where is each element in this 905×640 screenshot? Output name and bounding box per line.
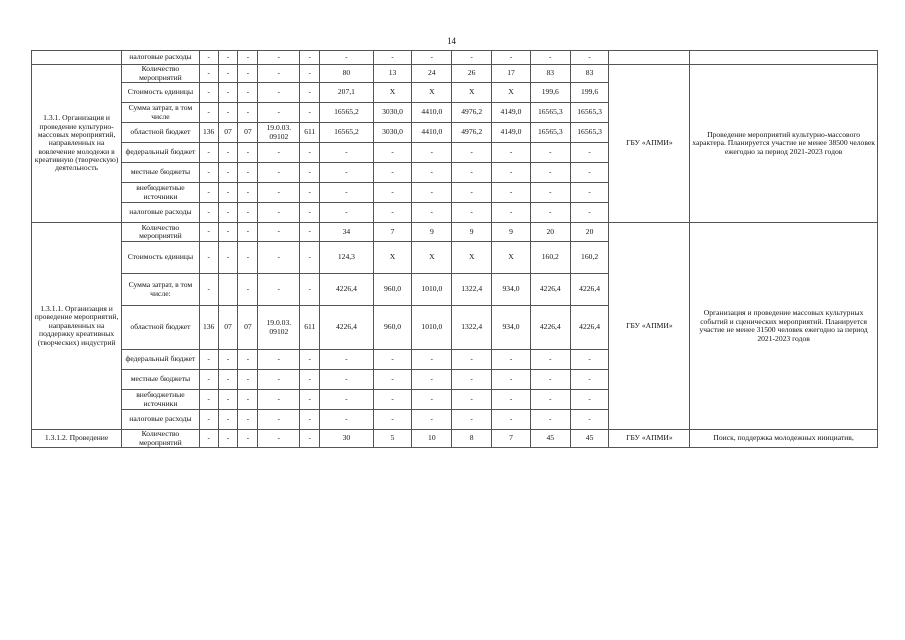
table-cell: X (373, 83, 412, 103)
table-cell: - (199, 183, 218, 203)
table-cell: 136 (199, 306, 218, 350)
table-cell: - (258, 103, 300, 123)
table-cell: 16565,3 (570, 123, 609, 143)
table-cell: - (300, 65, 320, 83)
table-cell: 16565,2 (320, 123, 373, 143)
table-cell: 34 (320, 223, 373, 242)
table-cell: - (238, 65, 258, 83)
table-cell: - (300, 51, 320, 65)
table-cell: 3030,0 (373, 123, 412, 143)
table-cell: 17 (492, 65, 531, 83)
table-cell: - (320, 183, 373, 203)
table-cell: - (530, 143, 570, 163)
table-cell: - (238, 410, 258, 430)
indicator-label: налоговые расходы (122, 203, 200, 223)
table-cell: 16565,3 (530, 123, 570, 143)
table-cell: - (199, 163, 218, 183)
table-cell: - (199, 410, 218, 430)
table-cell: - (258, 274, 300, 306)
indicator-label: Количество мероприятий (122, 223, 200, 242)
table-cell: - (530, 183, 570, 203)
expected-result: Поиск, поддержка молодежных инициатив, (690, 430, 878, 448)
table-cell: 20 (570, 223, 609, 242)
table-cell: - (199, 65, 218, 83)
table-cell: - (320, 51, 373, 65)
table-cell: - (258, 143, 300, 163)
table-cell: - (530, 350, 570, 370)
table-cell: - (412, 350, 452, 370)
table-cell: 9 (412, 223, 452, 242)
table-cell: - (530, 410, 570, 430)
table-cell: - (570, 410, 609, 430)
table-cell: 4226,4 (570, 274, 609, 306)
table-cell: 07 (238, 306, 258, 350)
program-table (31, 50, 878, 448)
table-cell: 4149,0 (492, 103, 531, 123)
table-cell: - (492, 410, 531, 430)
table-cell: - (492, 143, 531, 163)
table-cell: 1010,0 (412, 306, 452, 350)
table-cell: 934,0 (492, 306, 531, 350)
table-cell: - (238, 390, 258, 410)
table-cell: - (300, 390, 320, 410)
table-cell: - (452, 163, 492, 183)
empty-result-cell (690, 51, 878, 65)
table-cell: - (452, 143, 492, 163)
table-cell: - (199, 390, 218, 410)
executor-cell: ГБУ «АПМИ» (609, 430, 690, 448)
table-cell: - (218, 83, 238, 103)
table-cell: 5 (373, 430, 412, 448)
table-cell: 45 (570, 430, 609, 448)
table-cell: - (373, 350, 412, 370)
table-cell: - (300, 370, 320, 390)
table-cell: - (373, 183, 412, 203)
indicator-label: Количество мероприятий (122, 430, 200, 448)
table-cell: - (373, 143, 412, 163)
table-cell: X (452, 242, 492, 274)
table-cell: - (570, 143, 609, 163)
table-cell: - (570, 203, 609, 223)
table-cell: - (258, 183, 300, 203)
expected-result: Проведение мероприятий культурно-массового характера. Планируется участие не менее 38500 человек ежегодно за период 2021-2023 годов (690, 65, 878, 223)
table-cell: 4226,4 (530, 306, 570, 350)
table-cell: 7 (373, 223, 412, 242)
table-cell: - (452, 410, 492, 430)
indicator-label: налоговые расходы (122, 410, 200, 430)
table-cell: - (452, 370, 492, 390)
table-cell: - (238, 51, 258, 65)
table-cell: 7 (492, 430, 531, 448)
activity-title: 1.3.1.1. Организация и проведение мероприятий, направленных на поддержку креативных (творческих) индустрий (32, 223, 122, 430)
table-cell: 934,0 (492, 274, 531, 306)
table-cell: X (492, 83, 531, 103)
table-cell: - (199, 51, 218, 65)
table-cell: - (320, 203, 373, 223)
indicator-label: Сумма затрат, в том числе (122, 103, 200, 123)
table-cell: - (238, 103, 258, 123)
indicator-label: федеральный бюджет (122, 143, 200, 163)
table-cell: - (300, 350, 320, 370)
table-cell: 45 (530, 430, 570, 448)
table-cell: - (300, 410, 320, 430)
table-cell: - (530, 51, 570, 65)
indicator-label: областной бюджет (122, 306, 200, 350)
table-cell: - (492, 183, 531, 203)
empty-executor-cell (609, 51, 690, 65)
table-cell: - (412, 203, 452, 223)
table-cell: - (373, 390, 412, 410)
activity-title: 1.3.1.2. Проведение (32, 430, 122, 448)
table-cell: - (373, 410, 412, 430)
table-cell: - (258, 390, 300, 410)
table-cell: - (570, 51, 609, 65)
table-cell: - (412, 370, 452, 390)
table-cell: 26 (452, 65, 492, 83)
table-cell: 19.0.03. 09102 (258, 306, 300, 350)
table-cell: - (570, 163, 609, 183)
table-cell: - (238, 274, 258, 306)
table-cell: - (570, 370, 609, 390)
table-cell: - (199, 83, 218, 103)
table-cell: - (258, 242, 300, 274)
indicator-label: местные бюджеты (122, 163, 200, 183)
table-cell: 10 (412, 430, 452, 448)
table-cell: - (412, 143, 452, 163)
table-cell: 960,0 (373, 274, 412, 306)
table-cell: 124,3 (320, 242, 373, 274)
table-cell: 4226,4 (320, 274, 373, 306)
table-cell: 207,1 (320, 83, 373, 103)
table-row (32, 430, 878, 448)
indicator-label: внебюджетные источники (122, 390, 200, 410)
table-cell: - (492, 203, 531, 223)
table-cell: - (258, 65, 300, 83)
table-cell: - (238, 242, 258, 274)
table-row (32, 223, 878, 242)
table-cell: - (492, 51, 531, 65)
table-cell: 24 (412, 65, 452, 83)
table-cell: - (238, 350, 258, 370)
indicator-label: Стоимость единицы (122, 242, 200, 274)
table-cell: - (530, 390, 570, 410)
table-cell: 136 (199, 123, 218, 143)
table-cell: 9 (452, 223, 492, 242)
table-cell: 160,2 (530, 242, 570, 274)
table-cell: - (238, 183, 258, 203)
table-cell: - (412, 183, 452, 203)
table-row (32, 51, 878, 65)
table-cell: X (373, 242, 412, 274)
table-cell: - (238, 83, 258, 103)
activity-title: 1.3.1. Организация и проведение культурно-массовых мероприятий, направленных на вовлечение молодежи в креативную (творческую) деятельность (32, 65, 122, 223)
table-cell: - (218, 51, 238, 65)
table-cell: - (530, 370, 570, 390)
table-cell: - (258, 370, 300, 390)
table-cell: 07 (218, 306, 238, 350)
table-cell: 611 (300, 306, 320, 350)
table-cell: - (218, 203, 238, 223)
table-cell: - (238, 203, 258, 223)
table-cell: 1322,4 (452, 306, 492, 350)
table-cell: - (258, 83, 300, 103)
table-cell: 83 (570, 65, 609, 83)
table-cell: X (492, 242, 531, 274)
table-cell: - (412, 410, 452, 430)
table-cell: - (452, 183, 492, 203)
table-cell: - (258, 410, 300, 430)
table-cell: X (412, 83, 452, 103)
table-cell: - (258, 51, 300, 65)
table-cell: - (199, 143, 218, 163)
table-cell: - (238, 223, 258, 242)
table-cell (218, 274, 238, 306)
table-cell: - (218, 163, 238, 183)
table-cell: - (412, 163, 452, 183)
table-cell: - (218, 103, 238, 123)
table-cell: 4226,4 (320, 306, 373, 350)
table-cell: 1010,0 (412, 274, 452, 306)
table-cell: 160,2 (570, 242, 609, 274)
table-cell: - (258, 223, 300, 242)
indicator-label: налоговые расходы (122, 51, 200, 65)
table-cell: 16565,3 (570, 103, 609, 123)
table-cell: - (320, 390, 373, 410)
table-cell: - (218, 65, 238, 83)
table-cell: - (218, 223, 238, 242)
table-cell: - (258, 350, 300, 370)
indicator-label: Сумма затрат, в том числе: (122, 274, 200, 306)
table-cell: 4976,2 (452, 123, 492, 143)
table-cell: - (373, 51, 412, 65)
table-cell: 4410,0 (412, 123, 452, 143)
executor-cell: ГБУ «АПМИ» (609, 65, 690, 223)
table-cell: - (452, 390, 492, 410)
table-cell: 199,6 (570, 83, 609, 103)
table-cell: 16565,3 (530, 103, 570, 123)
indicator-label: внебюджетные источники (122, 183, 200, 203)
table-cell: - (492, 370, 531, 390)
table-cell: - (320, 370, 373, 390)
table-cell: - (300, 143, 320, 163)
table-cell: - (199, 274, 218, 306)
table-cell: 9 (492, 223, 531, 242)
table-cell: X (452, 83, 492, 103)
table-cell: - (492, 163, 531, 183)
table-cell: - (218, 183, 238, 203)
table-cell: - (570, 390, 609, 410)
table-cell: 13 (373, 65, 412, 83)
table-cell: - (218, 350, 238, 370)
table-cell: - (373, 203, 412, 223)
table-cell: - (373, 163, 412, 183)
indicator-label: Стоимость единицы (122, 83, 200, 103)
table-cell: 1322,4 (452, 274, 492, 306)
table-cell: 8 (452, 430, 492, 448)
table-cell: 07 (238, 123, 258, 143)
table-cell: 611 (300, 123, 320, 143)
table-cell: - (199, 350, 218, 370)
table-cell: - (320, 350, 373, 370)
indicator-label: Количество мероприятий (122, 65, 200, 83)
table-cell: 80 (320, 65, 373, 83)
table-cell: - (530, 163, 570, 183)
table-cell: - (492, 350, 531, 370)
table-cell: - (300, 223, 320, 242)
table-cell: 199,6 (530, 83, 570, 103)
table-cell: - (258, 163, 300, 183)
table-cell: - (199, 370, 218, 390)
indicator-label: областной бюджет (122, 123, 200, 143)
table-cell: - (238, 143, 258, 163)
table-cell: - (412, 51, 452, 65)
table-row (32, 65, 878, 83)
table-cell: - (492, 390, 531, 410)
table-cell: - (218, 390, 238, 410)
table-cell: X (412, 242, 452, 274)
table-cell: 4149,0 (492, 123, 531, 143)
table-cell: - (300, 274, 320, 306)
table-cell: 960,0 (373, 306, 412, 350)
table-cell: - (199, 103, 218, 123)
table-cell: 83 (530, 65, 570, 83)
table-cell: - (300, 183, 320, 203)
table-cell: - (452, 350, 492, 370)
table-cell: 4410,0 (412, 103, 452, 123)
table-cell: 4226,4 (530, 274, 570, 306)
table-cell: - (412, 390, 452, 410)
table-cell: - (238, 370, 258, 390)
table-cell: - (570, 183, 609, 203)
table-cell: - (452, 203, 492, 223)
table-cell: - (300, 83, 320, 103)
table-cell: 30 (320, 430, 373, 448)
empty-title-cell (32, 51, 122, 65)
indicator-label: местные бюджеты (122, 370, 200, 390)
table-cell: - (320, 143, 373, 163)
expected-result: Организация и проведение массовых культурных событий и сценических мероприятий. Планируется участие не менее 31500 человек ежегодно за период 2021-2023 годов (690, 223, 878, 430)
table-cell: - (300, 163, 320, 183)
table-cell: - (218, 430, 238, 448)
table-cell: - (199, 203, 218, 223)
table-cell: - (258, 430, 300, 448)
table-cell: - (199, 430, 218, 448)
table-cell: - (300, 242, 320, 274)
table-cell: 07 (218, 123, 238, 143)
table-cell: - (218, 242, 238, 274)
table-cell: 20 (530, 223, 570, 242)
table-cell: - (218, 370, 238, 390)
table-cell: - (530, 203, 570, 223)
table-cell: 3030,0 (373, 103, 412, 123)
table-cell: 19.0.03. 09102 (258, 123, 300, 143)
table-cell: - (300, 430, 320, 448)
table-cell: - (320, 410, 373, 430)
table-cell: - (320, 163, 373, 183)
table-cell: 4226,4 (570, 306, 609, 350)
table-cell: - (218, 143, 238, 163)
indicator-label: федеральный бюджет (122, 350, 200, 370)
table-cell: - (238, 430, 258, 448)
table-cell: - (570, 350, 609, 370)
page-number: 14 (447, 36, 456, 46)
table-cell: - (238, 163, 258, 183)
table-cell: - (199, 223, 218, 242)
table-cell: - (258, 203, 300, 223)
executor-cell: ГБУ «АПМИ» (609, 223, 690, 430)
table-cell: 16565,2 (320, 103, 373, 123)
table-cell: - (452, 51, 492, 65)
table-cell: - (199, 242, 218, 274)
table-cell: - (300, 103, 320, 123)
table-cell: - (218, 410, 238, 430)
table-cell: 4976,2 (452, 103, 492, 123)
table-body (32, 51, 878, 448)
table-cell: - (300, 203, 320, 223)
table-cell: - (373, 370, 412, 390)
